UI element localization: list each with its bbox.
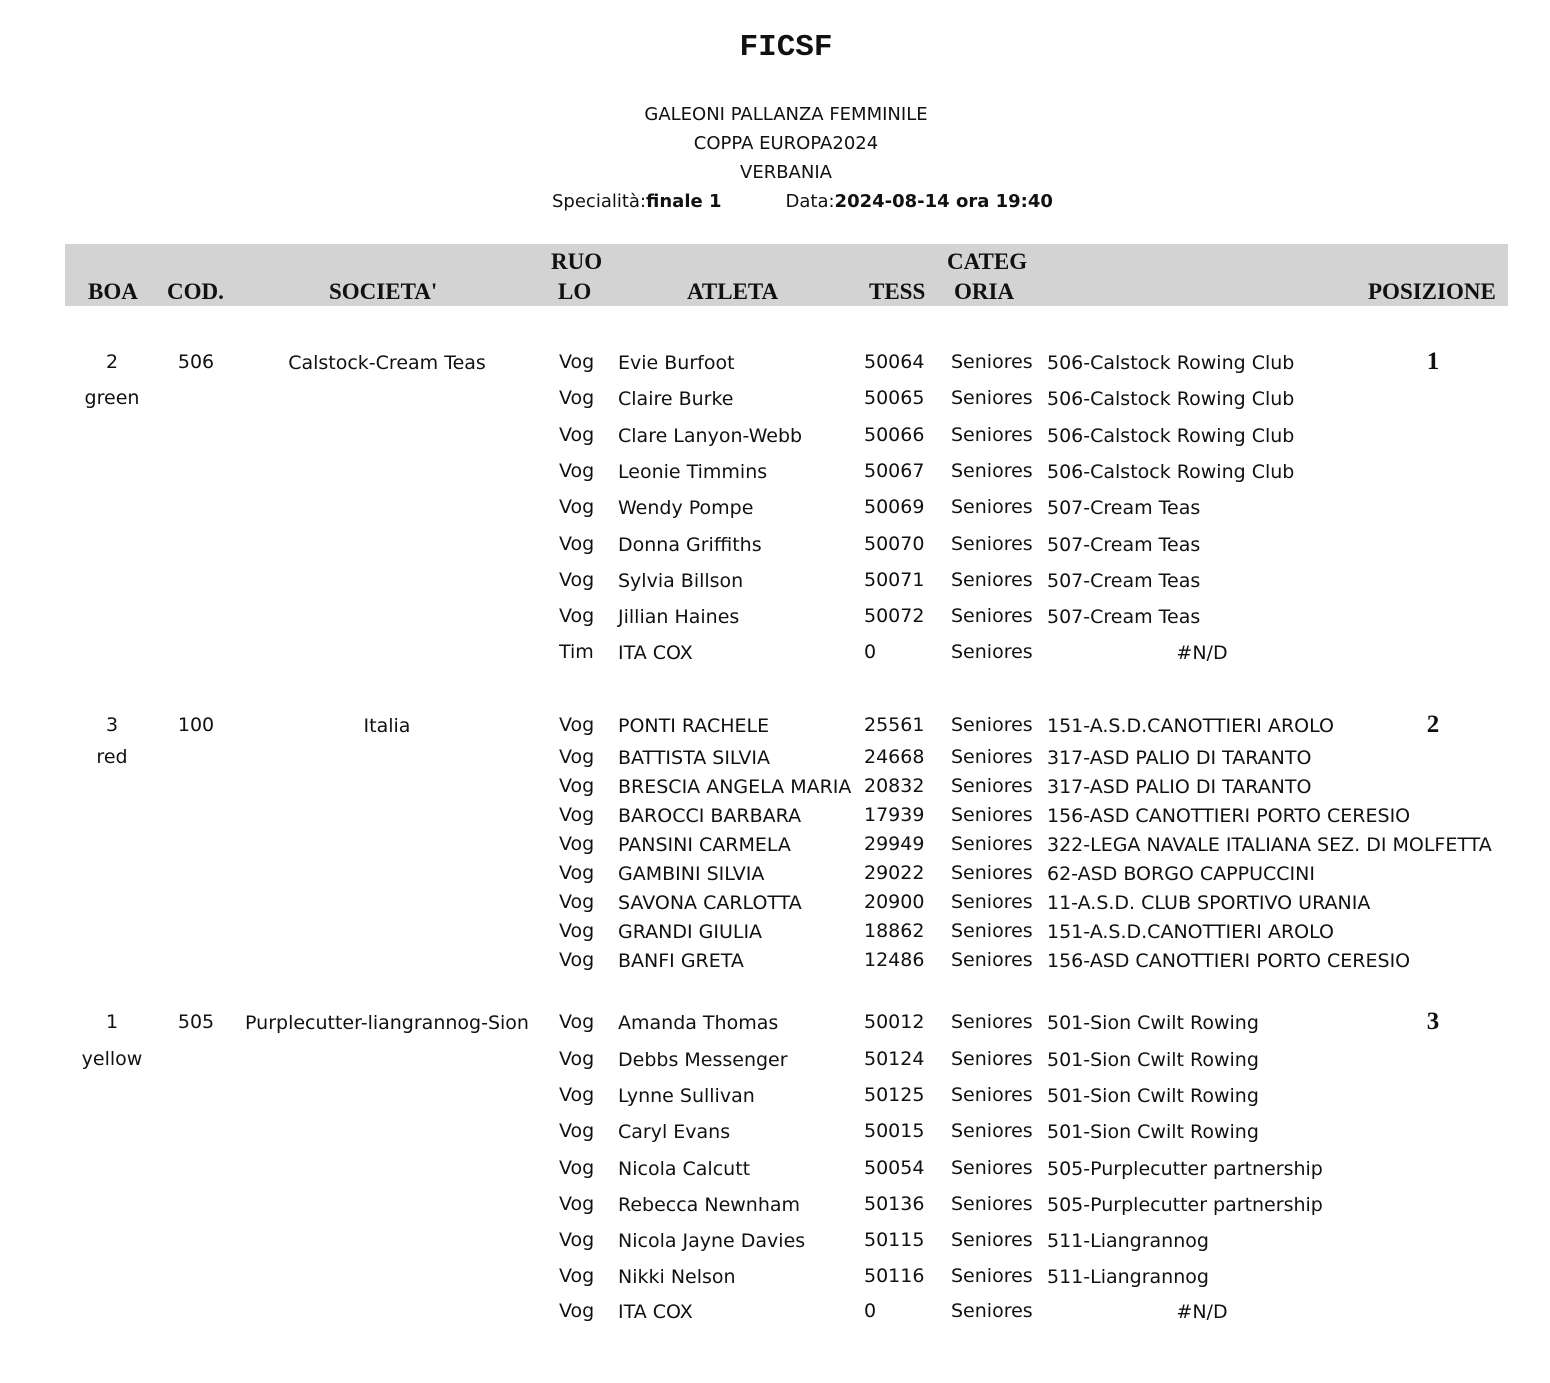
athlete-category: Seniores	[951, 496, 1033, 518]
athlete-name: Rebecca Newnham	[618, 1194, 801, 1216]
athlete-club: 317-ASD PALIO DI TARANTO	[1047, 747, 1312, 769]
athlete-name: Nikki Nelson	[618, 1266, 736, 1288]
athlete-tess: 50015	[864, 1120, 925, 1142]
boa-number: 2	[105, 351, 119, 373]
athlete-tess: 50067	[864, 460, 925, 482]
athlete-role: Vog	[559, 351, 595, 373]
athlete-name: Leonie Timmins	[618, 461, 768, 483]
athlete-club: 507-Cream Teas	[1047, 497, 1201, 519]
athlete-tess: 50064	[864, 351, 925, 373]
athlete-category: Seniores	[951, 1011, 1033, 1033]
athlete-tess: 50071	[864, 569, 925, 591]
col-header-boa: BOA	[88, 279, 138, 304]
athlete-tess: 50115	[864, 1229, 925, 1251]
crew-code: 100	[177, 714, 215, 736]
athlete-category: Seniores	[951, 1193, 1033, 1215]
athlete-category: Seniores	[951, 1084, 1033, 1106]
athlete-name: Sylvia Billson	[618, 570, 744, 592]
athlete-club: 501-Sion Cwilt Rowing	[1047, 1085, 1259, 1107]
athlete-role: Vog	[559, 1193, 595, 1215]
athlete-role: Vog	[559, 714, 595, 736]
athlete-tess: 50136	[864, 1193, 925, 1215]
athlete-club: 62-ASD BORGO CAPPUCCINI	[1047, 863, 1315, 885]
athlete-role: Vog	[559, 460, 595, 482]
athlete-role: Vog	[559, 1229, 595, 1251]
athlete-club: 505-Purplecutter partnership	[1047, 1194, 1323, 1216]
athlete-tess: 17939	[864, 804, 925, 826]
athlete-role: Vog	[559, 746, 595, 768]
athlete-role: Vog	[559, 1120, 595, 1142]
col-header-societa: SOCIETA'	[329, 279, 438, 304]
event-name: GALEONI PALLANZA FEMMINILE	[644, 104, 928, 125]
athlete-tess: 50124	[864, 1048, 925, 1070]
athlete-club: #N/D	[1176, 642, 1228, 664]
athlete-name: Evie Burfoot	[618, 352, 735, 374]
athlete-name: Clare Lanyon-Webb	[618, 425, 803, 447]
athlete-role: Vog	[559, 891, 595, 913]
athlete-name: BAROCCI BARBARA	[618, 805, 802, 827]
boa-color: green	[84, 387, 140, 409]
athlete-name: BANFI GRETA	[618, 950, 744, 972]
crew-position: 2	[1426, 711, 1440, 738]
athlete-name: BATTISTA SILVIA	[618, 747, 771, 769]
athlete-tess: 24668	[864, 746, 925, 768]
col-header-tess: TESS	[869, 279, 926, 304]
athlete-category: Seniores	[951, 949, 1033, 971]
athlete-club: 507-Cream Teas	[1047, 570, 1201, 592]
athlete-tess: 50066	[864, 424, 925, 446]
athlete-club: 506-Calstock Rowing Club	[1047, 352, 1295, 374]
athlete-name: Wendy Pompe	[618, 497, 754, 519]
athlete-role: Vog	[559, 833, 595, 855]
athlete-category: Seniores	[951, 641, 1033, 663]
athlete-role: Vog	[559, 1265, 595, 1287]
athlete-club: 506-Calstock Rowing Club	[1047, 425, 1295, 447]
athlete-category: Seniores	[951, 833, 1033, 855]
col-header-atleta: ATLETA	[687, 279, 779, 304]
athlete-name: GRANDI GIULIA	[618, 921, 763, 943]
athlete-name: ITA COX	[618, 642, 693, 664]
athlete-club: 501-Sion Cwilt Rowing	[1047, 1049, 1259, 1071]
venue: VERBANIA	[740, 162, 832, 183]
athlete-club: 505-Purplecutter partnership	[1047, 1158, 1323, 1180]
specialty-label: Specialità:	[552, 191, 647, 212]
athlete-role: Vog	[559, 1157, 595, 1179]
athlete-tess: 50070	[864, 533, 925, 555]
athlete-role: Vog	[559, 1300, 595, 1322]
athlete-tess: 20832	[864, 775, 925, 797]
crew-code: 505	[177, 1011, 215, 1033]
athlete-club: 506-Calstock Rowing Club	[1047, 388, 1295, 410]
athlete-category: Seniores	[951, 714, 1033, 736]
crew-society: Italia	[363, 715, 411, 737]
athlete-tess: 29022	[864, 862, 925, 884]
athlete-role: Vog	[559, 533, 595, 555]
table-header	[65, 244, 1508, 306]
crew-code: 506	[177, 351, 215, 373]
athlete-category: Seniores	[951, 387, 1033, 409]
athlete-tess: 50125	[864, 1084, 925, 1106]
athlete-category: Seniores	[951, 1048, 1033, 1070]
athlete-club: 506-Calstock Rowing Club	[1047, 461, 1295, 483]
athlete-role: Vog	[559, 804, 595, 826]
page-title: FICSF	[739, 30, 833, 65]
col-header-ruolo-2: LO	[558, 279, 592, 304]
athlete-category: Seniores	[951, 424, 1033, 446]
date-label: Data:	[785, 191, 835, 212]
athlete-name: Jillian Haines	[618, 606, 740, 628]
athlete-role: Vog	[559, 424, 595, 446]
athlete-name: Nicola Jayne Davies	[618, 1230, 806, 1252]
athlete-category: Seniores	[951, 605, 1033, 627]
crew-society: Purplecutter-liangrannog-Sion	[245, 1012, 529, 1034]
athlete-category: Seniores	[951, 569, 1033, 591]
competition-name: COPPA EUROPA2024	[693, 133, 879, 154]
athlete-name: Donna Griffiths	[618, 534, 762, 556]
athlete-category: Seniores	[951, 775, 1033, 797]
athlete-club: 511-Liangrannog	[1047, 1230, 1209, 1252]
athlete-club: 11-A.S.D. CLUB SPORTIVO URANIA	[1047, 892, 1371, 914]
athlete-role: Vog	[559, 569, 595, 591]
athlete-category: Seniores	[951, 920, 1033, 942]
col-header-ruolo-1: RUO	[551, 249, 603, 274]
athlete-role: Vog	[559, 387, 595, 409]
athlete-category: Seniores	[951, 533, 1033, 555]
athlete-club: 151-A.S.D.CANOTTIERI AROLO	[1047, 921, 1334, 943]
athlete-tess: 50065	[864, 387, 925, 409]
athlete-name: PANSINI CARMELA	[618, 834, 791, 856]
athlete-category: Seniores	[951, 746, 1033, 768]
athlete-category: Seniores	[951, 1229, 1033, 1251]
crew-position: 1	[1426, 348, 1440, 375]
athlete-role: Tim	[559, 641, 594, 663]
athlete-tess: 50072	[864, 605, 925, 627]
athlete-category: Seniores	[951, 351, 1033, 373]
athlete-role: Vog	[559, 1011, 595, 1033]
athlete-club: 317-ASD PALIO DI TARANTO	[1047, 776, 1312, 798]
athlete-name: SAVONA CARLOTTA	[618, 892, 802, 914]
athlete-name: Lynne Sullivan	[618, 1085, 755, 1107]
boa-color: yellow	[81, 1048, 143, 1070]
col-header-categoria-2: ORIA	[954, 279, 1015, 304]
athlete-tess: 25561	[864, 714, 925, 736]
date-value: 2024-08-14 ora 19:40	[834, 191, 1053, 212]
athlete-role: Vog	[559, 775, 595, 797]
athlete-category: Seniores	[951, 460, 1033, 482]
boa-number: 3	[105, 714, 119, 736]
athlete-role: Vog	[559, 496, 595, 518]
athlete-club: 156-ASD CANOTTIERI PORTO CERESIO	[1047, 805, 1411, 827]
athlete-tess: 0	[864, 641, 877, 663]
athlete-club: 507-Cream Teas	[1047, 534, 1201, 556]
athlete-tess: 50069	[864, 496, 925, 518]
athlete-name: Caryl Evans	[618, 1121, 731, 1143]
athlete-tess: 20900	[864, 891, 925, 913]
specialty-value: finale 1	[646, 191, 722, 212]
col-header-cod: COD.	[167, 279, 224, 304]
athlete-club: 151-A.S.D.CANOTTIERI AROLO	[1047, 715, 1334, 737]
athlete-tess: 50054	[864, 1157, 925, 1179]
athlete-category: Seniores	[951, 1157, 1033, 1179]
athlete-category: Seniores	[951, 891, 1033, 913]
crew-society: Calstock-Cream Teas	[288, 352, 486, 374]
athlete-name: Claire Burke	[618, 388, 734, 410]
athlete-role: Vog	[559, 862, 595, 884]
athlete-club: 501-Sion Cwilt Rowing	[1047, 1012, 1259, 1034]
athlete-name: GAMBINI SILVIA	[618, 863, 765, 885]
athlete-category: Seniores	[951, 1265, 1033, 1287]
athlete-tess: 29949	[864, 833, 925, 855]
athlete-club: #N/D	[1176, 1301, 1228, 1323]
athlete-role: Vog	[559, 605, 595, 627]
athlete-name: Amanda Thomas	[618, 1012, 779, 1034]
athlete-club: 507-Cream Teas	[1047, 606, 1201, 628]
col-header-categoria-1: CATEG	[947, 249, 1028, 274]
athlete-tess: 50012	[864, 1011, 925, 1033]
athlete-role: Vog	[559, 949, 595, 971]
athlete-tess: 18862	[864, 920, 925, 942]
athlete-tess: 0	[864, 1300, 877, 1322]
athlete-name: Nicola Calcutt	[618, 1158, 751, 1180]
athlete-club: 511-Liangrannog	[1047, 1266, 1209, 1288]
athlete-name: Debbs Messenger	[618, 1049, 788, 1071]
athlete-role: Vog	[559, 1084, 595, 1106]
athlete-category: Seniores	[951, 1300, 1033, 1322]
athlete-name: PONTI RACHELE	[618, 715, 770, 737]
athlete-role: Vog	[559, 920, 595, 942]
spec-row	[552, 191, 1053, 212]
boa-color: red	[96, 746, 128, 768]
athlete-name: BRESCIA ANGELA MARIA	[618, 776, 852, 798]
athlete-club: 501-Sion Cwilt Rowing	[1047, 1121, 1259, 1143]
crew-position: 3	[1426, 1008, 1440, 1035]
athlete-club: 322-LEGA NAVALE ITALIANA SEZ. DI MOLFETTA	[1047, 834, 1492, 856]
athlete-category: Seniores	[951, 862, 1033, 884]
athlete-category: Seniores	[951, 804, 1033, 826]
athlete-role: Vog	[559, 1048, 595, 1070]
athlete-tess: 50116	[864, 1265, 925, 1287]
athlete-club: 156-ASD CANOTTIERI PORTO CERESIO	[1047, 950, 1411, 972]
col-header-posizione: POSIZIONE	[1368, 279, 1496, 304]
boa-number: 1	[105, 1011, 119, 1033]
athlete-tess: 12486	[864, 949, 925, 971]
athlete-category: Seniores	[951, 1120, 1033, 1142]
athlete-name: ITA COX	[618, 1301, 693, 1323]
